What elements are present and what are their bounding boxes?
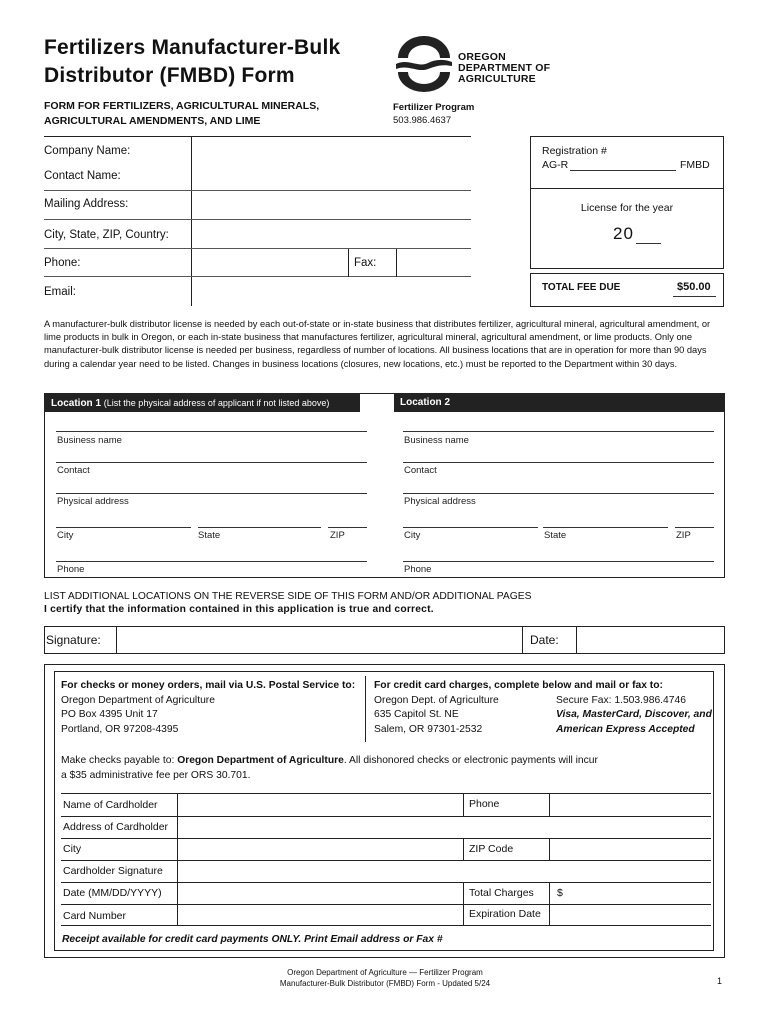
page-number: 1: [717, 976, 723, 986]
oda-logo: [394, 36, 559, 92]
loc1-city-input[interactable]: [56, 527, 191, 528]
divider: [463, 882, 464, 926]
signature-row: Signature: Date:: [44, 626, 725, 654]
card-number-input[interactable]: [178, 905, 463, 926]
total-fee-box: TOTAL FEE DUE $50.00: [530, 273, 724, 307]
phone-input[interactable]: [192, 249, 348, 277]
divider: [365, 676, 366, 742]
card-table: Name of Cardholder Phone Address of Cardholder City ZIP Code Cardholder Signature Date (MM/DD/YYYY) Total Charges $ Card Number Expiration Date: [61, 793, 711, 926]
loc2-business-name-input[interactable]: [403, 431, 714, 432]
divider: [463, 838, 464, 860]
footer: Oregon Department of Agriculture — Fertilizer Program Manufacturer-Bulk Distributor (FMBD) Form - Updated 5/24: [279, 968, 491, 988]
cardholder-address-input[interactable]: [178, 817, 711, 838]
cardholder-name-input[interactable]: [178, 794, 463, 816]
loc2-physical-address-input[interactable]: [403, 493, 714, 494]
date-input[interactable]: [577, 627, 724, 653]
fax-input[interactable]: [397, 249, 471, 277]
registration-number-input[interactable]: [570, 170, 676, 171]
credit-card-block: For credit card charges, complete below and mail or fax to: Oregon Dept. of Agriculture 635 Capitol St. NE Salem, OR 97301-2532 Secure Fax: 1.503.986.4746 Visa, MasterCard, Discover, and American Express Accepted: [374, 680, 712, 735]
form-subtitle: FORM FOR FERTILIZERS, AGRICULTURAL MINERALS, AGRICULTURAL AMENDMENTS, AND LIME: [44, 100, 320, 127]
signature-input[interactable]: [117, 627, 522, 653]
payable-note: Make checks payable to: Oregon Department of Agriculture. All dishonored checks or electronic payments will incur a $35 administrative fee per ORS 30.701.: [61, 755, 598, 781]
divider: [522, 627, 523, 653]
locations-section: Location 1 (List the physical address of applicant if not listed above) Location 2 Business name Contact Physical address City State ZIP Phone Business name Contact Physical address City State ZIP Phone: [44, 393, 725, 578]
location-2-header: Location 2: [394, 394, 725, 412]
divider: [348, 249, 349, 277]
program-info: Fertilizer Program 503.986.4637: [393, 102, 475, 126]
phone-fax-row: Phone: Fax:: [44, 249, 471, 277]
loc1-business-name-input[interactable]: [56, 431, 367, 432]
receipt-note: Receipt available for credit card payments ONLY. Print Email address or Fax #: [62, 934, 443, 945]
loc1-phone-input[interactable]: [56, 561, 367, 562]
city-state-zip-field[interactable]: City, State, ZIP, Country:: [44, 220, 471, 249]
registration-box: Registration # AG-R FMBD License for the year 20: [530, 136, 724, 269]
mail-address-block: For checks or money orders, mail via U.S. Postal Service to: Oregon Department of Agriculture PO Box 4395 Unit 17 Portland, OR 97208-4395: [61, 680, 356, 735]
company-info-section: [44, 136, 471, 306]
mailing-address-field[interactable]: Mailing Address:: [44, 191, 471, 220]
email-field[interactable]: Email:: [44, 286, 76, 298]
payment-section: [44, 664, 725, 958]
loc2-state-input[interactable]: [543, 527, 668, 528]
certification-statement: I certify that the information contained in this application is true and correct.: [44, 604, 434, 615]
payment-date-input[interactable]: [178, 883, 463, 904]
form-title: Fertilizers Manufacturer-Bulk Distributor (FMBD) Form: [44, 36, 341, 87]
expiration-date-input[interactable]: [550, 905, 711, 926]
loc1-contact-input[interactable]: [56, 462, 367, 463]
loc2-phone-input[interactable]: [403, 561, 714, 562]
divider: [531, 188, 723, 189]
cardholder-phone-input[interactable]: [550, 794, 711, 816]
payment-inner-box: [54, 671, 714, 951]
divider: [673, 296, 716, 297]
license-year-input[interactable]: [636, 243, 661, 244]
additional-locations-note: LIST ADDITIONAL LOCATIONS ON THE REVERSE SIDE OF THIS FORM AND/OR ADDITIONAL PAGES: [44, 591, 532, 602]
company-name-field[interactable]: Company Name: Contact Name:: [44, 136, 471, 191]
cardholder-city-input[interactable]: [178, 839, 463, 860]
cardholder-zip-input[interactable]: [550, 839, 711, 860]
divider: [463, 794, 464, 816]
total-charges-input[interactable]: [566, 883, 711, 904]
location-1-header: Location 1 (List the physical address of applicant if not listed above): [45, 394, 360, 412]
loc2-city-input[interactable]: [403, 527, 538, 528]
intro-paragraph: A manufacturer-bulk distributor license is needed by each out-of-state or in-state business that distributes fertilizer, agricultural mineral, agricultural amendment, or lime products in bulk in Oregon, or each in-state business that manufactures fertilizer, agricultural mineral, agricultural amendment, or lime products. Only one manufacturer-bulk distributor license is needed per business, regardless of number of locations. All business locations that are in operation for more than 90 days during a calendar year need to be listed. Changes in business locations (closures, new locations, etc.) must be reported to the Department within 30 days.: [44, 319, 711, 369]
loc1-physical-address-input[interactable]: [56, 493, 367, 494]
logo-text: OREGON DEPARTMENT OF AGRICULTURE: [458, 51, 551, 85]
loc1-zip-input[interactable]: [328, 527, 367, 528]
cardholder-signature-input[interactable]: [178, 861, 711, 882]
oda-logo-icon: [394, 36, 454, 92]
loc2-zip-input[interactable]: [675, 527, 714, 528]
loc1-state-input[interactable]: [198, 527, 321, 528]
loc2-contact-input[interactable]: [403, 462, 714, 463]
